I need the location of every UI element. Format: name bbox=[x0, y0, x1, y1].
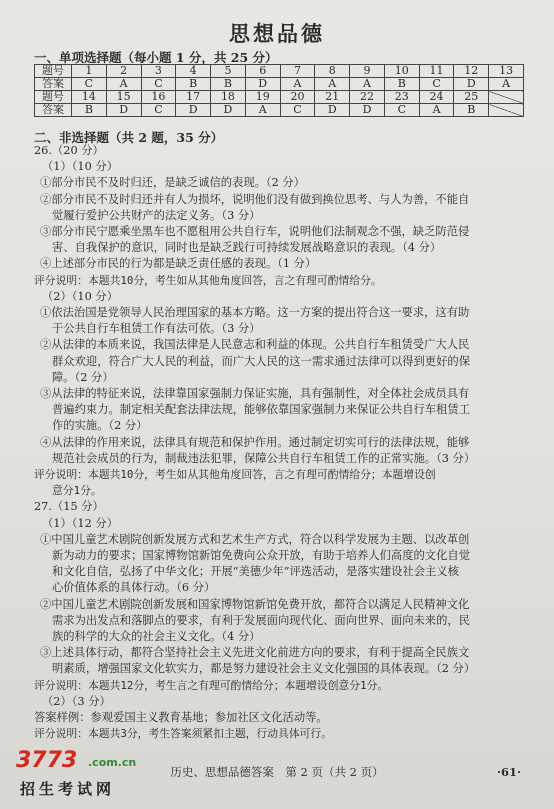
answer-table-cell: D bbox=[315, 104, 350, 117]
answer-line: 需求为出发点和落脚点的要求，有利于发展面向现代化、面向世界、面向未来的，民 bbox=[52, 613, 470, 627]
scoring-note-line: 评分说明：本题共3分，考生答案须紧扣主题，行动具体可行。 bbox=[34, 727, 333, 741]
answer-line: 普遍约束力。制定相关配套法律法规，能够依靠国家强制力来保证公共自行车租赁工 bbox=[52, 403, 470, 417]
scoring-note-line: 评分说明：本题共10分，考生如从其他角度回答，言之有理可酌情给分。 bbox=[34, 273, 382, 287]
answer-line: 族的科学的大众的社会主义文化。（4 分） bbox=[52, 630, 261, 643]
answer-table-cell: 3 bbox=[141, 65, 176, 78]
answer-table-cell: 21 bbox=[315, 91, 350, 104]
scoring-note-line: 评分说明：本题共12分，考生言之有理可酌情给分；本题增设创意分1分。 bbox=[34, 678, 389, 692]
scoring-note-line: 评分说明：本题共10分，考生如从其他角度回答，言之有理可酌情给分；本题增设创 bbox=[34, 468, 436, 481]
answer-table-row-label: 答案 bbox=[35, 104, 72, 117]
answer-table-cell: C bbox=[419, 78, 454, 91]
answer-table-row bbox=[35, 91, 524, 104]
answer-table-row-label: 答案 bbox=[35, 78, 72, 91]
answer-table-cell: 8 bbox=[315, 65, 350, 78]
answer-line: 作的实施。（2 分） bbox=[52, 419, 148, 433]
answer-table-cell: 18 bbox=[211, 91, 246, 104]
answer-table-row bbox=[35, 78, 524, 91]
answer-line: 心价值体系的具体行动。（6 分） bbox=[52, 581, 216, 595]
answer-line: （2）（10 分） bbox=[42, 289, 118, 303]
answer-line: （1）（10 分） bbox=[42, 160, 118, 174]
answer-table-cell: D bbox=[211, 104, 246, 117]
answer-table-cell: A bbox=[280, 78, 315, 91]
answer-table-cell: A bbox=[106, 78, 141, 91]
answer-table-cell: A bbox=[315, 78, 350, 91]
answer-line: 26.（20 分） bbox=[34, 144, 104, 157]
answer-line: 障。（2 分） bbox=[52, 370, 114, 384]
answer-table-cell: 1 bbox=[72, 65, 107, 78]
answer-line: ①部分市民不及时归还，是缺乏诚信的表现。（2 分） bbox=[40, 176, 305, 190]
answer-table-cell: C bbox=[280, 104, 315, 117]
answer-table-cell: B bbox=[384, 78, 419, 91]
answer-table-row-label: 题号 bbox=[35, 65, 72, 78]
answer-table-cell: D bbox=[176, 104, 211, 117]
answer-line: ①依法治国是党领导人民治理国家的基本方略。这一方案的提出符合这一要求，这有助 bbox=[40, 306, 470, 319]
answer-line: ④从法律的作用来说，法律具有规范和保护作用。通过制定切实可行的法律法规，能够 bbox=[40, 435, 470, 449]
answer-line: 27.（15 分） bbox=[34, 500, 104, 514]
section2-heading: 二、非选择题（共 2 题，35 分） bbox=[34, 130, 224, 145]
answer-table-cell: 12 bbox=[454, 65, 489, 78]
answer-line: ④上述部分市民的行为都是缺乏责任感的表现。（1 分） bbox=[40, 257, 317, 271]
answer-table-cell: C bbox=[72, 78, 107, 91]
answer-table-cell: 13 bbox=[489, 65, 524, 78]
page-title: 思想品德 bbox=[229, 21, 325, 46]
answer-line: ③从法律的特征来说，法律靠国家强制力保证实施，具有强制性，对全体社会成员具有 bbox=[40, 387, 470, 400]
answer-table-row-label: 题号 bbox=[35, 91, 72, 104]
answer-table-cell: 6 bbox=[245, 65, 280, 78]
answer-table-cell: D bbox=[106, 104, 141, 117]
answer-table-cell: A bbox=[350, 78, 385, 91]
answer-table-cell: 15 bbox=[106, 91, 141, 104]
answer-line: 和文化自信，弘扬了中华文化；开展“美德少年”评选活动，是落实建设社会主义核 bbox=[52, 565, 459, 579]
answer-table-cell: B bbox=[72, 104, 107, 117]
answer-line: ②部分市民不及时归还并有人为损坏，说明他们没有做到换位思考、与人为善，不能自 bbox=[40, 192, 470, 206]
answer-table-cell: 17 bbox=[176, 91, 211, 104]
answer-table-cell: B bbox=[176, 78, 211, 91]
answer-table-cell bbox=[489, 104, 524, 117]
answer-line: 新为动力的要求；国家博物馆新馆免费向公众开放，有助于培养人们高度的文化自觉 bbox=[52, 549, 470, 562]
answer-table-cell: 25 bbox=[454, 91, 489, 104]
answer-table-cell: 19 bbox=[245, 91, 280, 104]
answer-table-cell: A bbox=[245, 104, 280, 117]
answer-table-cell: B bbox=[454, 104, 489, 117]
answer-line: 明素质，增强国家文化软实力，都是努力建设社会主义文化强国的具体表现。（2 分） bbox=[52, 662, 476, 676]
answer-line: （2）（3 分） bbox=[42, 694, 111, 708]
answer-line: （1）（12 分） bbox=[42, 516, 118, 530]
answer-table-cell: D bbox=[350, 104, 385, 117]
answer-line: ③上述具体行动，都符合坚持社会主义先进文化前进方向的要求，有利于提高全民族文 bbox=[40, 646, 470, 660]
answer-line: 害、自我保护的意识，同时也是缺乏践行可持续发展战略意识的表现。（4 分） bbox=[52, 241, 442, 255]
answer-line: 于公共自行车租赁工作有法可依。（3 分） bbox=[52, 322, 261, 336]
answer-table-row bbox=[35, 104, 524, 117]
section1-heading: 一、单项选择题（每小题 1 分，共 25 分） bbox=[34, 50, 278, 65]
answer-table bbox=[34, 64, 524, 117]
answer-table-cell: A bbox=[489, 78, 524, 91]
answer-table-cell: 5 bbox=[211, 65, 246, 78]
answer-table-cell: 9 bbox=[350, 65, 385, 78]
logo-domain-text: .com.cn bbox=[88, 756, 137, 769]
answer-table-cell: 10 bbox=[384, 65, 419, 78]
answer-line: ③部分市民宁愿乘坐黑车也不愿租用公共自行车，说明他们法制观念不强，缺乏防范侵 bbox=[40, 225, 470, 238]
answer-table-cell: 11 bbox=[419, 65, 454, 78]
answer-table-cell: 24 bbox=[419, 91, 454, 104]
answer-table-cell: C bbox=[384, 104, 419, 117]
answer-line: ②中国儿童艺术剧院创新发展和国家博物馆新馆免费开放，都符合以满足人民精神文化 bbox=[40, 597, 470, 611]
footer-page-info: 历史、思想品德答案 第 2 页（共 2 页） bbox=[170, 765, 384, 779]
answer-table-cell: 14 bbox=[72, 91, 107, 104]
answer-table-cell: 2 bbox=[106, 65, 141, 78]
answer-table-cell: B bbox=[211, 78, 246, 91]
answer-table-cell: 23 bbox=[384, 91, 419, 104]
answer-table-cell: C bbox=[141, 104, 176, 117]
scoring-note-line: 意分1分。 bbox=[52, 484, 102, 498]
answer-table-cell: 4 bbox=[176, 65, 211, 78]
answer-table-cell bbox=[489, 91, 524, 104]
answer-table-cell: A bbox=[419, 104, 454, 117]
answer-line: 觉履行爱护公共财产的法定义务。（3 分） bbox=[52, 208, 261, 222]
answer-table-cell: 22 bbox=[350, 91, 385, 104]
answer-table-cell: 16 bbox=[141, 91, 176, 104]
answer-line: 群众欢迎，符合广大人民的利益，而广大人民的这一需求通过法律可以得到更好的保 bbox=[52, 354, 470, 368]
answer-table-cell: 7 bbox=[280, 65, 315, 78]
answer-table-row bbox=[35, 65, 524, 78]
logo-chinese-text: 招生考试网 bbox=[20, 780, 116, 798]
answer-table-cell: D bbox=[245, 78, 280, 91]
answer-table-cell: D bbox=[454, 78, 489, 91]
page-number: ·61· bbox=[497, 765, 522, 779]
answer-line: ①中国儿童艺术剧院创新发展方式和艺术生产方式，符合以科学发展为主题、以改革创 bbox=[40, 532, 470, 546]
answer-table-cell: C bbox=[141, 78, 176, 91]
answer-line: 答案样例：参观爱国主义教育基地；参加社区文化活动等。 bbox=[34, 711, 328, 724]
logo-main-text: 3773 bbox=[16, 748, 78, 773]
answer-table-cell: 20 bbox=[280, 91, 315, 104]
answer-line: ②从法律的本质来说，我国法律是人民意志和利益的体现。公共自行车租赁受广大人民 bbox=[40, 338, 470, 352]
answer-line: 规范社会成员的行为，制裁违法犯罪，保障公共自行车租赁工作的正常实施。（3 分） bbox=[52, 451, 476, 465]
